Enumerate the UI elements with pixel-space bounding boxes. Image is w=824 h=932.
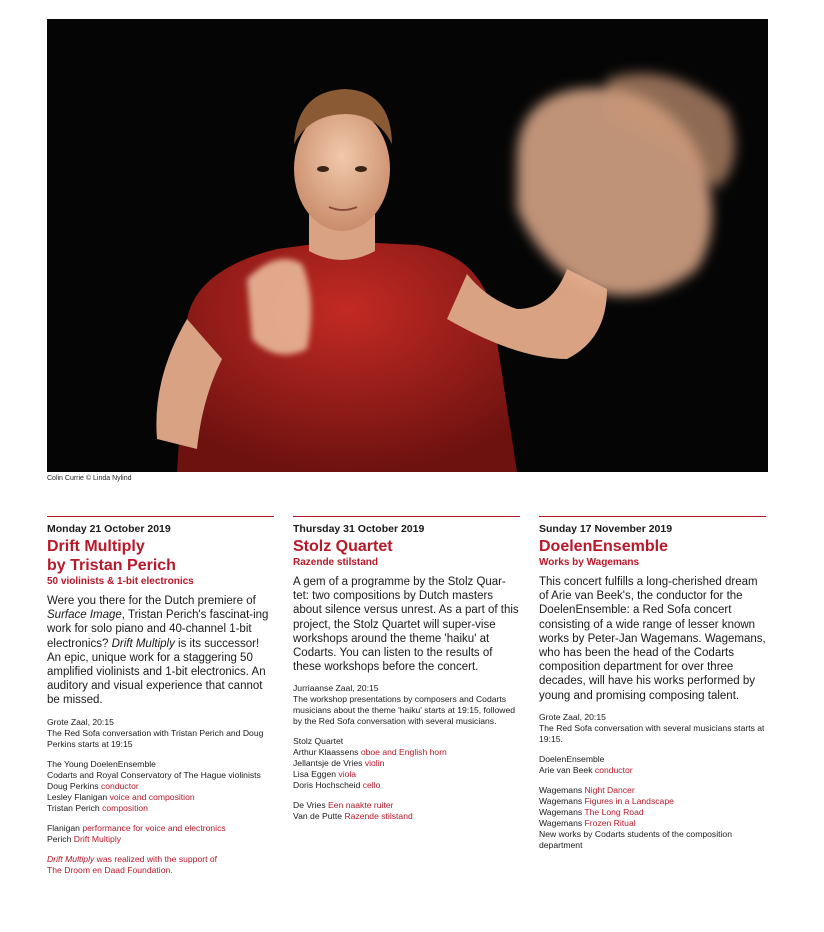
event-date: Sunday 17 November 2019 xyxy=(539,523,673,535)
event-column-stolz-quartet xyxy=(293,516,520,822)
event-date: Monday 21 October 2019 xyxy=(47,523,171,535)
performer: DoelenEnsemble xyxy=(539,753,605,764)
event-title-line: Stolz Quartet xyxy=(293,538,393,555)
work: Wagemans Figures in a Landscape xyxy=(539,795,674,806)
event-column-drift-multiply xyxy=(47,516,274,876)
performer: Jellantsje de Vries violin xyxy=(293,758,385,769)
support-italic: Drift Multiply xyxy=(47,853,95,864)
event-info xyxy=(293,683,520,727)
event-column-doelenensemble xyxy=(539,516,766,851)
column-rule xyxy=(539,516,766,517)
event-info xyxy=(47,717,274,750)
performer: Doris Hochscheid cello xyxy=(293,780,381,791)
performers-list xyxy=(47,759,274,814)
work: Perich Drift Multiply xyxy=(47,833,122,844)
event-title-line: Drift Multiply xyxy=(47,538,145,555)
work: Wagemans Night Dancer xyxy=(539,784,635,795)
hero-photo xyxy=(47,19,768,472)
event-subtitle: Razende stilstand xyxy=(293,557,379,568)
performer-photo-illustration xyxy=(47,19,768,472)
work: Wagemans The Long Road xyxy=(539,806,644,817)
venue-time: Grote Zaal, 20:15 xyxy=(539,711,606,722)
desc-text: is its successor! An epic, unique work for a staggering 50 amplified violinists and 1-bit electronics. An auditory and visual experience that cannot be missed. xyxy=(47,637,266,707)
event-subtitle: Works by Wagemans xyxy=(539,557,640,568)
performers-list xyxy=(293,736,520,791)
performer: Lesley Flanigan voice and composition xyxy=(47,791,195,802)
red-sofa-note: The Red Sofa conversation with several musicians starts at 19:15. xyxy=(539,722,765,744)
performers-list xyxy=(539,754,766,776)
event-title xyxy=(47,537,274,575)
workshop-note: The workshop presentations by composers and Codarts musicians about the theme 'haiku' starts at 19:15, followed by the Red Sofa conversation with several musicians. xyxy=(293,694,516,727)
work: Wagemans Frozen Ritual xyxy=(539,817,636,828)
performer: The Young DoelenEnsemble xyxy=(47,758,156,769)
red-sofa-note: The Red Sofa conversation with Tristan Perich and Doug Perkins starts at 19:15 xyxy=(47,727,264,749)
work: De Vries Een naakte ruiter xyxy=(293,800,394,811)
event-subtitle: 50 violinists & 1-bit electronics xyxy=(47,576,194,587)
desc-italic-title: Surface Image xyxy=(47,609,122,622)
event-date: Thursday 31 October 2019 xyxy=(293,523,425,535)
performer: Arthur Klaassens oboe and English horn xyxy=(293,747,447,758)
event-info xyxy=(539,712,766,745)
event-title-line: DoelenEnsemble xyxy=(539,538,668,555)
desc-text: , Tristan Perich's fascinat-ing work for solo piano and 40-channel 1-bit electronics? xyxy=(47,609,269,650)
performer: Arie van Beek conductor xyxy=(539,764,633,775)
support-note xyxy=(47,854,274,876)
performer: Tristan Perich composition xyxy=(47,802,148,813)
performer: Stolz Quartet xyxy=(293,736,344,747)
works-list xyxy=(539,785,766,851)
venue-time: Jurriaanse Zaal, 20:15 xyxy=(293,683,379,694)
performer: Codarts and Royal Conservatory of The Hague violinists xyxy=(47,769,261,780)
work: Flanigan performance for voice and electronics xyxy=(47,822,226,833)
work: New works by Codarts students of the composition department xyxy=(539,828,732,850)
desc-text: Were you there for the Dutch premiere of xyxy=(47,595,256,607)
desc-italic-title: Drift Multiply xyxy=(111,637,175,650)
event-description xyxy=(47,594,274,708)
event-title xyxy=(539,537,766,556)
column-rule xyxy=(47,516,274,517)
event-description: A gem of a programme by the Stolz Quar-tet: two compositions by Dutch masters about silence versus unrest. As a part of this project, the Stolz Quartet will super-vise workshops around the theme 'haiku' at Codarts. You can listen to the results of these workshops before the concert. xyxy=(293,576,519,674)
support-foundation: The Droom en Daad Foundation. xyxy=(47,864,173,875)
event-description: This concert fulfills a long-cherished dream of Arie van Beek's, the conductor for the DoelenEnsemble: a Red Sofa concert consisting of a wide range of lesser known works by Peter-Jan Wagemans. Wagemans, who has been the head of the Codarts composition department for over three decades, will have his works performed by young and promising composing talent. xyxy=(539,576,766,702)
works-list xyxy=(47,823,274,845)
performer: Doug Perkins conductor xyxy=(47,780,139,791)
event-title-line: by Tristan Perich xyxy=(47,557,176,574)
photo-credit: Colin Currie © Linda Nylind xyxy=(47,475,132,482)
works-list xyxy=(293,800,520,822)
column-rule xyxy=(293,516,520,517)
support-text: was realized with the support of xyxy=(94,853,218,864)
performer: Lisa Eggen viola xyxy=(293,769,357,780)
venue-time: Grote Zaal, 20:15 xyxy=(47,716,114,727)
work: Van de Putte Razende stilstand xyxy=(293,811,413,822)
event-title xyxy=(293,537,520,556)
